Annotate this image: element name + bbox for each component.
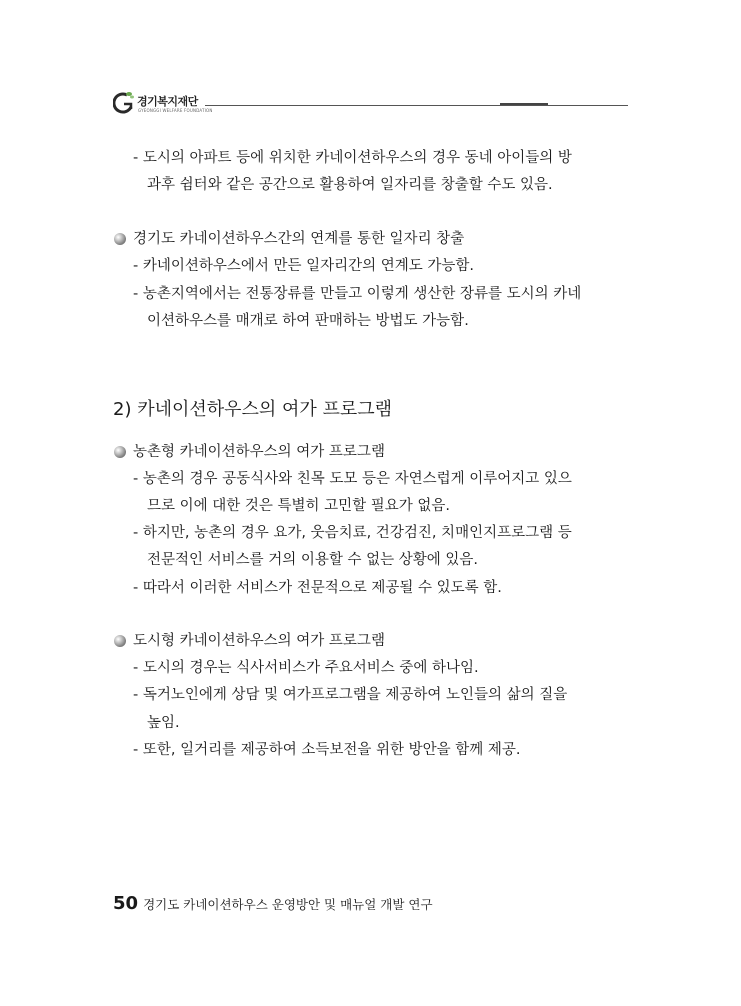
text-line: 전문적인 서비스를 거의 이용할 수 없는 상황에 있음.: [147, 552, 479, 568]
bullet-item: [113, 443, 385, 461]
bullet-item: [113, 632, 385, 650]
sphere-bullet-icon: [113, 634, 127, 648]
page-header: [113, 90, 628, 120]
org-name: 경기복지재단: [137, 95, 198, 108]
text-line: - 농촌지역에서는 전통장류를 만들고 이렇게 생산한 장류를 도시의 카네: [133, 286, 582, 302]
page-number: 50: [113, 893, 139, 914]
text-line: 높임.: [147, 715, 180, 731]
text-line: 과후 쉼터와 같은 공간으로 활용하여 일자리를 창출할 수도 있음.: [147, 177, 553, 193]
text-line: - 카네이션하우스에서 만든 일자리간의 연계도 가능함.: [133, 258, 475, 274]
text-line: - 도시의 아파트 등에 위치한 카네이션하우스의 경우 동네 아이들의 방: [133, 150, 572, 166]
header-rule: [205, 105, 628, 106]
text-line: - 따라서 이러한 서비스가 전문적으로 제공될 수 있도록 함.: [133, 580, 502, 596]
bullet-item: [113, 230, 464, 248]
text-line: - 하지만, 농촌의 경우 요가, 웃음치료, 건강검진, 치매인지프로그램 등: [133, 525, 572, 541]
bullet-heading: 경기도 카네이션하우스간의 연계를 통한 일자리 창출: [133, 231, 465, 247]
foundation-logo-icon: [113, 90, 135, 116]
page-footer: [113, 893, 433, 914]
header-rule-accent: [500, 103, 548, 105]
bullet-heading: 농촌형 카네이션하우스의 여가 프로그램: [133, 444, 385, 460]
sphere-bullet-icon: [113, 445, 127, 459]
section-heading: 2) 카네이션하우스의 여가 프로그램: [113, 399, 393, 420]
text-line: - 농촌의 경우 공동식사와 친목 도모 등은 자연스럽게 이루어지고 있으: [133, 471, 572, 487]
bullet-heading: 도시형 카네이션하우스의 여가 프로그램: [133, 633, 385, 649]
text-line: - 독거노인에게 상담 및 여가프로그램을 제공하여 노인들의 삶의 질을: [133, 687, 568, 703]
text-line: 이션하우스를 매개로 하여 판매하는 방법도 가능함.: [147, 313, 469, 329]
sphere-bullet-icon: [113, 232, 127, 246]
text-line: - 도시의 경우는 식사서비스가 주요서비스 중에 하나임.: [133, 660, 479, 676]
text-line: 므로 이에 대한 것은 특별히 고민할 필요가 없음.: [147, 498, 451, 514]
text-line: - 또한, 일거리를 제공하여 소득보전을 위한 방안을 함께 제공.: [133, 742, 521, 758]
document-title: 경기도 카네이션하우스 운영방안 및 매뉴얼 개발 연구: [143, 897, 433, 912]
org-subtitle: GYEONGGI WELFARE FOUNDATION: [138, 108, 213, 113]
